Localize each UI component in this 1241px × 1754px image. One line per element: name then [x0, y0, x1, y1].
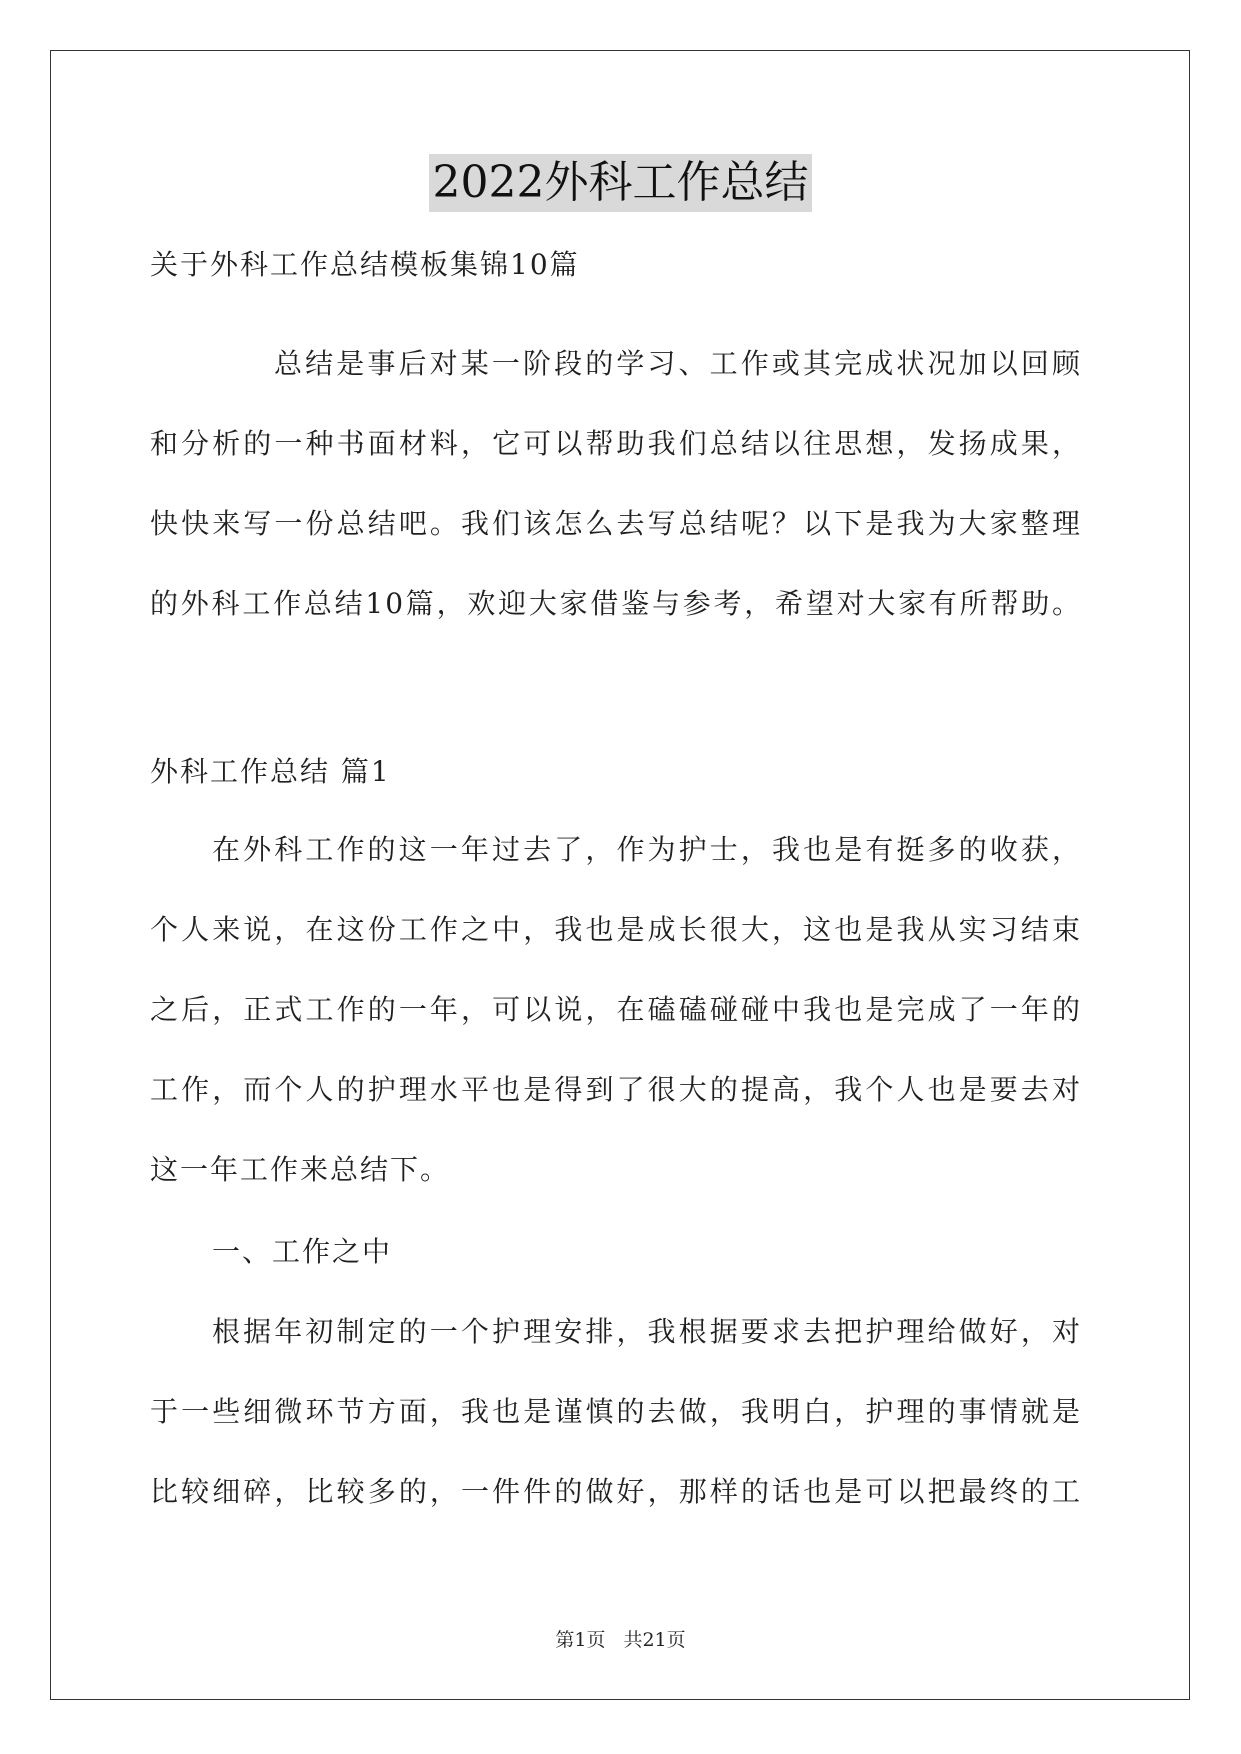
document-title: 2022外科工作总结: [429, 154, 813, 212]
title-container: [0, 154, 1241, 212]
intro-line: 和分析的一种书面材料，它可以帮助我们总结以往思想，发扬成果，: [150, 427, 1082, 460]
page-footer: [0, 1628, 1241, 1652]
paragraph-line: 这一年工作来总结下。: [150, 1153, 451, 1186]
intro-line: 总结是事后对某一阶段的学习、工作或其完成状况加以回顾: [274, 347, 1082, 380]
section-heading: 外科工作总结 篇1: [150, 755, 391, 788]
paragraph-line: 于一些细微环节方面，我也是谨慎的去做，我明白，护理的事情就是: [150, 1395, 1082, 1428]
intro-line: 的外科工作总结10篇，欢迎大家借鉴与参考，希望对大家有所帮助。: [150, 587, 1082, 620]
paragraph-line: 个人来说，在这份工作之中，我也是成长很大，这也是我从实习结束: [150, 913, 1082, 946]
paragraph-line: 比较细碎，比较多的，一件件的做好，那样的话也是可以把最终的工: [150, 1475, 1082, 1508]
paragraph-line: 在外科工作的这一年过去了，作为护士，我也是有挺多的收获，: [212, 833, 1082, 866]
subheading: 一、工作之中: [212, 1235, 393, 1268]
paragraph-line: 工作，而个人的护理水平也是得到了很大的提高，我个人也是要去对: [150, 1073, 1082, 1106]
page-number: 第1页: [555, 1629, 606, 1651]
page-total: 共21页: [623, 1629, 686, 1651]
document-subtitle: 关于外科工作总结模板集锦10篇: [150, 248, 580, 281]
page-border: [50, 50, 1190, 1700]
paragraph-line: 根据年初制定的一个护理安排，我根据要求去把护理给做好，对: [212, 1315, 1082, 1348]
paragraph-line: 之后，正式工作的一年，可以说，在磕磕碰碰中我也是完成了一年的: [150, 993, 1082, 1026]
intro-line: 快快来写一份总结吧。我们该怎么去写总结呢？以下是我为大家整理: [150, 507, 1082, 540]
